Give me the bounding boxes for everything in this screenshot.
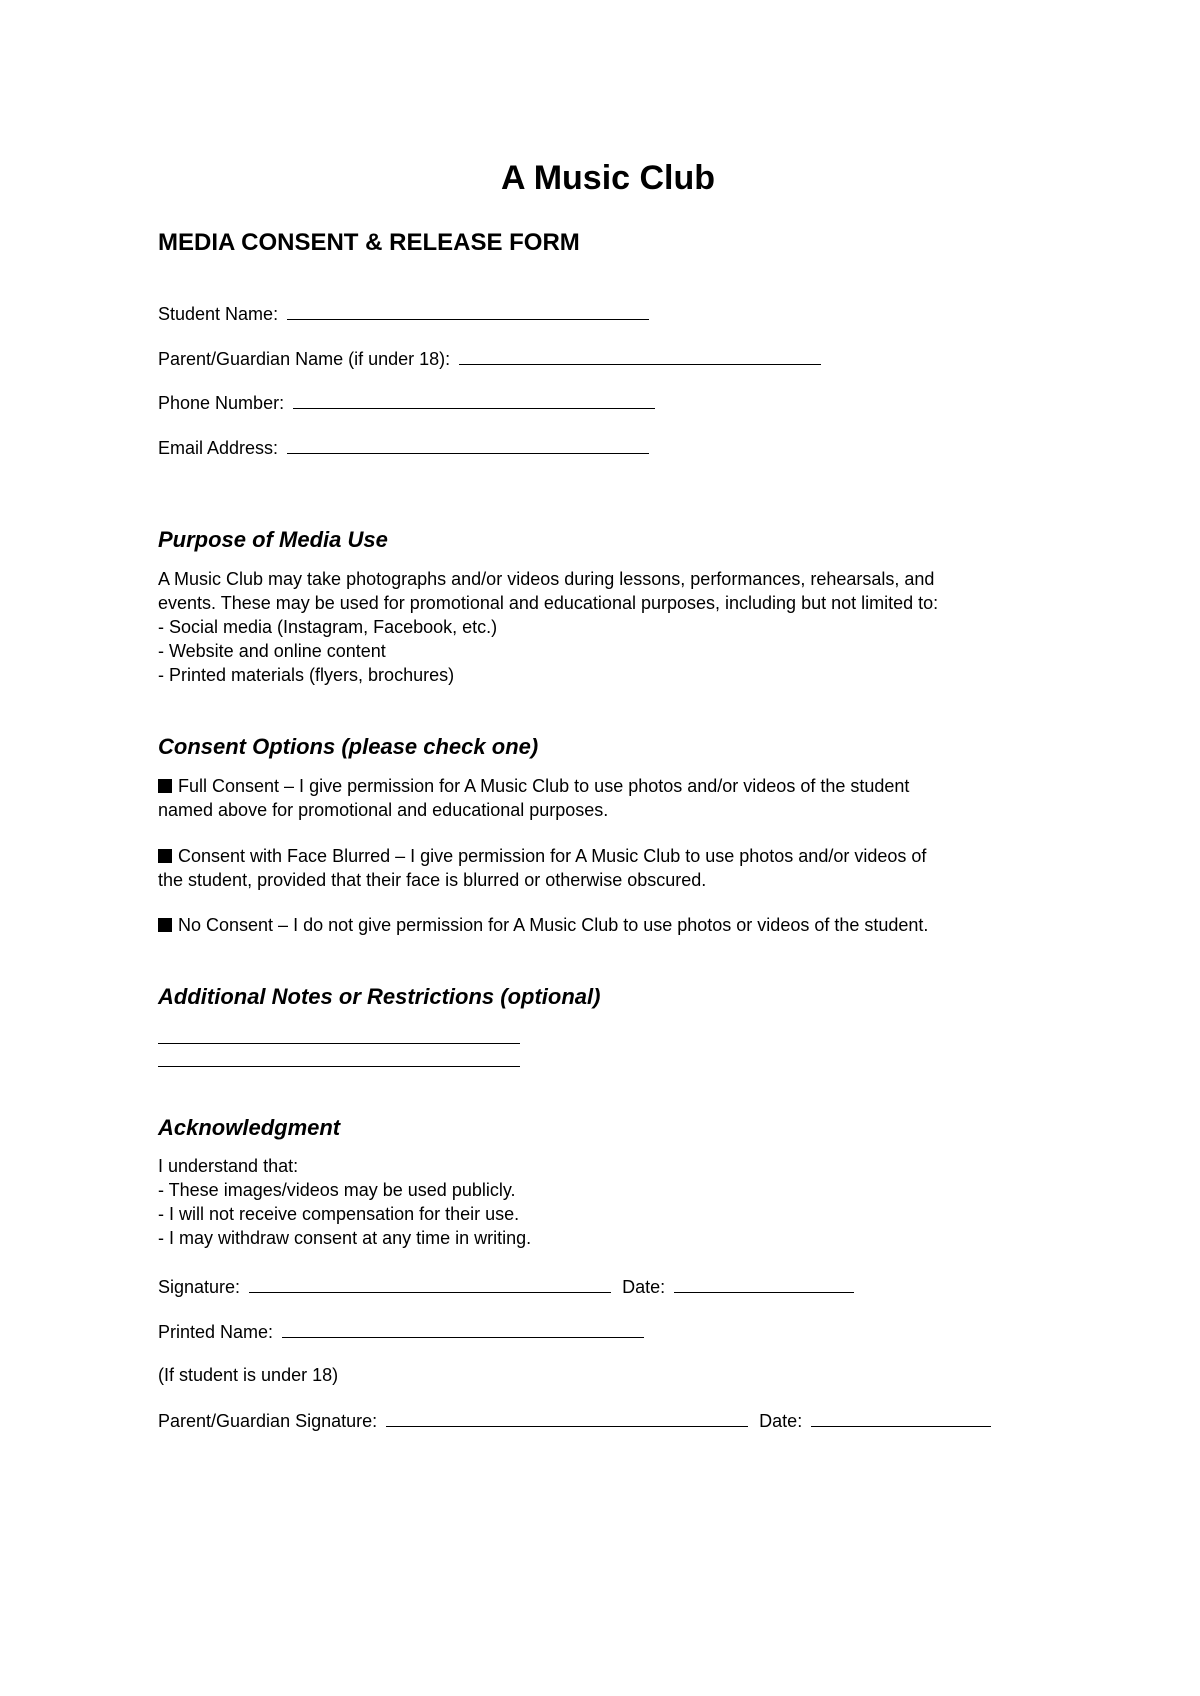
checkbox-icon[interactable] [158, 918, 172, 932]
form-title: MEDIA CONSENT & RELEASE FORM [158, 229, 580, 256]
consent-option-text: Consent with Face Blurred – I give permission for A Music Club to use photos and/or videos of [178, 846, 927, 866]
acknowledgment-list-item: - These images/videos may be used publicly. [158, 1180, 516, 1200]
checkbox-icon[interactable] [158, 849, 172, 863]
notes-heading: Additional Notes or Restrictions (optional) [158, 984, 601, 1009]
consent-option-text: No Consent – I do not give permission for A Music Club to use photos or videos of the student. [178, 915, 929, 935]
purpose-line: events. These may be used for promotional and educational purposes, including but not limited to: [158, 593, 939, 613]
purpose-list-item: - Website and online content [158, 641, 386, 661]
notes-blank-line[interactable] [158, 1043, 520, 1044]
consent-option-none [158, 913, 1058, 937]
email-field [158, 435, 649, 460]
phone-blank[interactable] [293, 390, 655, 409]
purpose-text [158, 567, 1058, 687]
date-blank[interactable] [674, 1274, 854, 1293]
guardian-signature-blank[interactable] [386, 1408, 748, 1427]
printed-name-blank[interactable] [282, 1319, 644, 1338]
purpose-heading: Purpose of Media Use [158, 527, 388, 552]
consent-heading: Consent Options (please check one) [158, 734, 539, 759]
consent-option-full [158, 774, 1058, 822]
acknowledgment-intro: I understand that: [158, 1156, 299, 1176]
printed-name-label: Printed Name: [158, 1322, 274, 1342]
consent-option-text: Full Consent – I give permission for A Music Club to use photos and/or videos of the student [178, 776, 910, 796]
printed-name-row [158, 1319, 644, 1344]
organization-title: A Music Club [500, 159, 716, 197]
checkbox-icon[interactable] [158, 779, 172, 793]
date-label: Date: [622, 1277, 666, 1297]
guardian-name-blank[interactable] [459, 346, 821, 365]
under-18-note: (If student is under 18) [158, 1365, 339, 1385]
student-name-label: Student Name: [158, 304, 279, 324]
signature-blank[interactable] [249, 1274, 611, 1293]
purpose-line: A Music Club may take photographs and/or videos during lessons, performances, rehearsals, and [158, 569, 935, 589]
consent-option-text: named above for promotional and educational purposes. [158, 800, 609, 820]
phone-field [158, 390, 655, 415]
guardian-date-blank[interactable] [811, 1408, 991, 1427]
guardian-name-label: Parent/Guardian Name (if under 18): [158, 349, 451, 369]
email-blank[interactable] [287, 435, 649, 454]
guardian-name-field [158, 346, 821, 371]
signature-label: Signature: [158, 1277, 241, 1297]
acknowledgment-text [158, 1154, 1058, 1250]
acknowledgment-list-item: - I may withdraw consent at any time in writing. [158, 1228, 532, 1248]
guardian-date-label: Date: [759, 1411, 803, 1431]
consent-option-face-blurred [158, 844, 1058, 892]
purpose-list-item: - Social media (Instagram, Facebook, etc.) [158, 617, 498, 637]
signature-row [158, 1274, 854, 1299]
notes-blank-line[interactable] [158, 1066, 520, 1067]
acknowledgment-heading: Acknowledgment [158, 1115, 341, 1140]
phone-label: Phone Number: [158, 393, 285, 413]
purpose-list-item: - Printed materials (flyers, brochures) [158, 665, 455, 685]
guardian-signature-label: Parent/Guardian Signature: [158, 1411, 378, 1431]
student-name-blank[interactable] [287, 301, 649, 320]
student-name-field [158, 301, 649, 326]
email-label: Email Address: [158, 438, 279, 458]
consent-option-text: the student, provided that their face is blurred or otherwise obscured. [158, 870, 707, 890]
guardian-signature-row [158, 1408, 991, 1433]
acknowledgment-list-item: - I will not receive compensation for their use. [158, 1204, 520, 1224]
